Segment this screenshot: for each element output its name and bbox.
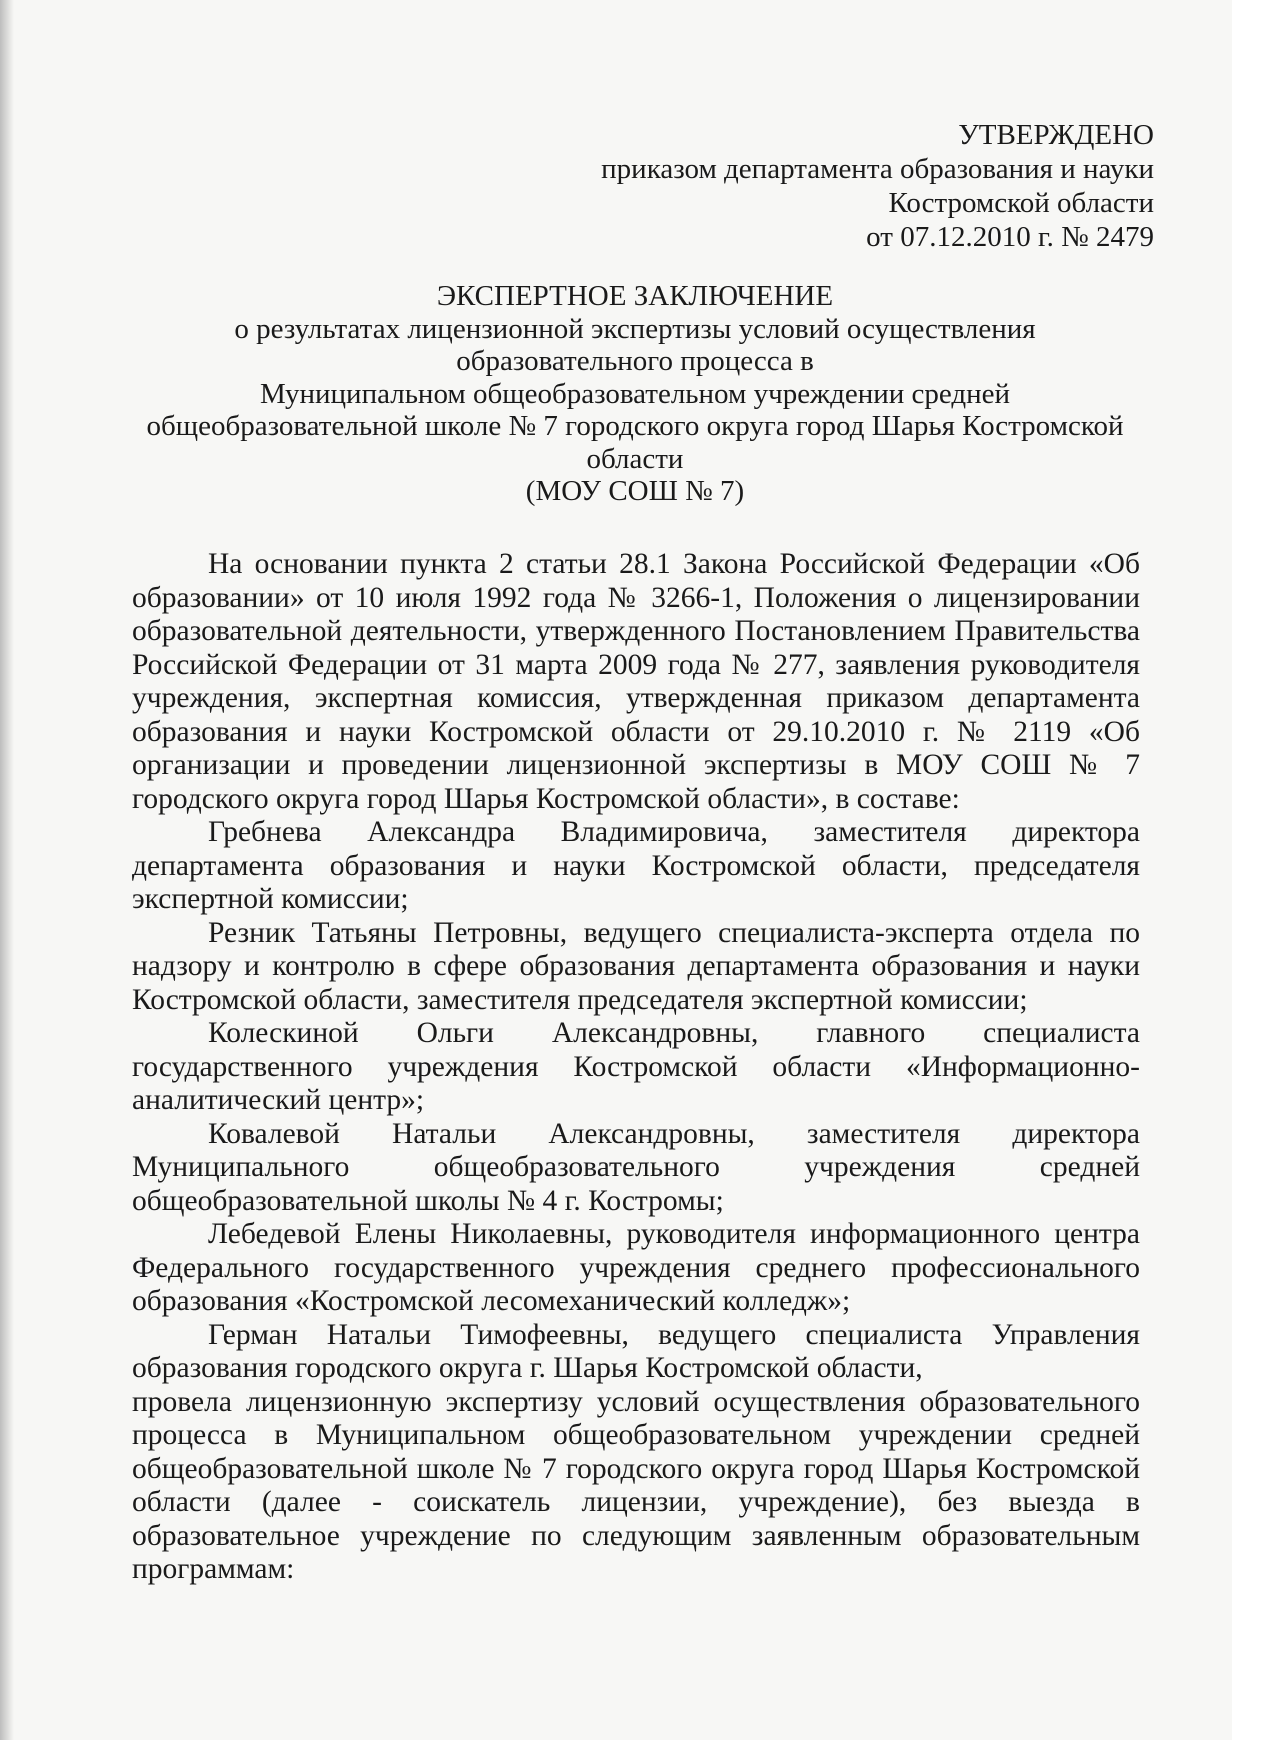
heading-line: Муниципальном общеобразовательном учреждении средней [259,377,1011,410]
heading-line: о результатах лицензионной экспертизы условий осуществления [234,312,1036,345]
document-heading [120,280,1150,508]
scan-shadow-left [0,0,14,1740]
intro-paragraph: На основании пункта 2 статьи 28.1 Закона Российской Федерации «Об образовании» от 10 июля 1992 года № 3266-1, Положения о лицензировании образовательной деятельности, утвержденного Постановлением Правительства Российской Федерации от 31 марта 2009 года № 277, заявления руководителя учреждения, экспертная комиссия, утвержденная приказом департамента образования и науки Костромской области от 29.10.2010 г. № 2119 «Об организации и проведении лицензионной экспертизы в МОУ СОШ № 7 городского округа город Шарья Костромской области», в составе: [132,548,1140,815]
commission-member-paragraph: Ковалевой Натальи Александровны, заместителя директора Муниципального общеобразовательного учреждения средней общеобразовательной школы № 4 г. Костромы; [132,1117,1140,1217]
document-body [132,548,1140,1587]
approval-block [554,118,1154,254]
heading-line: области [586,442,684,475]
approval-title: УТВЕРЖДЕНО [958,119,1154,151]
approval-date-line: от 07.12.2010 г. № 2479 [866,221,1154,253]
document-title: ЭКСПЕРТНОЕ ЗАКЛЮЧЕНИЕ [436,280,834,312]
commission-member-paragraph: Колескиной Ольги Александровны, главного специалиста государственного учреждения Костромской области «Информационно-аналитический центр»; [132,1017,1140,1116]
scan-margin-right [1232,0,1272,1740]
commission-member-paragraph: Герман Натальи Тимофеевны, ведущего специалиста Управления образования городского округа г. Шарья Костромской области, [132,1318,1140,1384]
heading-line: образовательного процесса в [456,345,814,377]
approval-region-line: Костромской области [888,187,1154,219]
commission-member-paragraph: Лебедевой Елены Николаевны, руководителя информационного центра Федерального государственного учреждения среднего профессионального образования «Костромской лесомеханический колледж»; [132,1218,1140,1317]
commission-member-paragraph: Резник Татьяны Петровны, ведущего специалиста-эксперта отдела по надзору и контролю в сфере образования департамента образования и науки Костромской области, заместителя председателя экспертной комиссии; [132,916,1140,1016]
commission-member-paragraph: Гребнева Александра Владимировича, заместителя директора департамента образования и науки Костромской области, председателя экспертной комиссии; [132,816,1140,915]
approval-order-line: приказом департамента образования и науки [601,153,1154,185]
heading-line: общеобразовательной школе № 7 городского округа город Шарья Костромской [146,410,1124,442]
conclusion-paragraph: провела лицензионную экспертизу условий осуществления образовательного процесса в Муниципальном общеобразовательном учреждении средней общеобразовательной школе № 7 городского округа город Шарья Костромской области (далее - соискатель лицензии, учреждение), без выезда в образовательное учреждение по следующим заявленным образовательным программам: [132,1385,1140,1585]
heading-abbreviation: (МОУ СОШ № 7) [525,475,745,507]
